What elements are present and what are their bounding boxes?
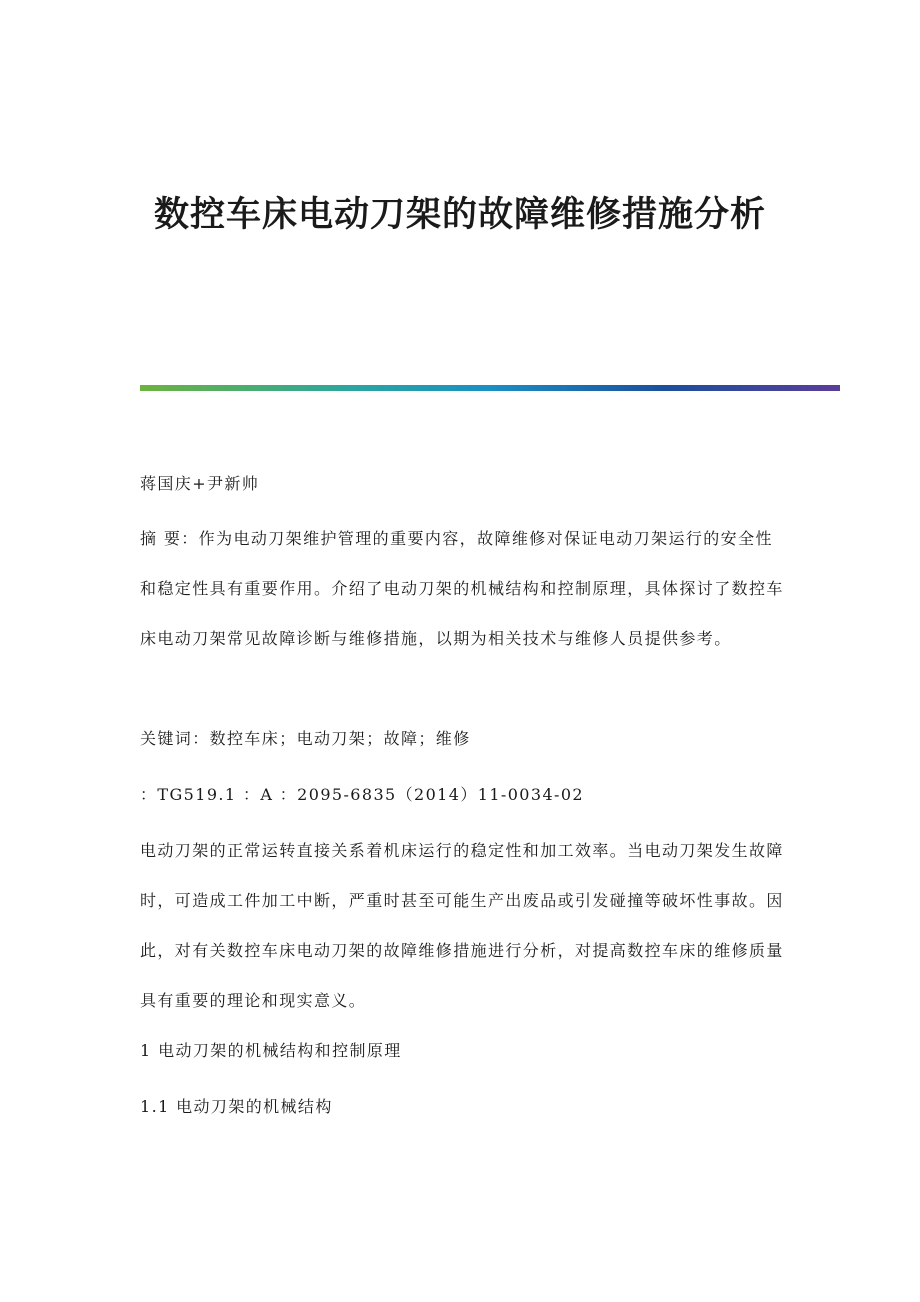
classification-codes: ：TG519.1 ：A ：2095-6835（2014）11-0034-02 (140, 785, 584, 804)
title-divider (140, 385, 840, 391)
abstract-paragraph: 摘 要：作为电动刀架维护管理的重要内容，故障维修对保证电动刀架运行的安全性和稳定性具有重要作用。介绍了电动刀架的机械结构和控制原理，具体探讨了数控车床电动刀架常见故障诊断与维修措施，以期为相关技术与维修人员提供参考。 (140, 529, 784, 648)
section-heading-1-1: 1.1 电动刀架的机械结构 (140, 1097, 333, 1116)
document-title: 数控车床电动刀架的故障维修措施分析 (153, 195, 766, 235)
keywords: 关键词：数控车床；电动刀架；故障；维修 (140, 729, 471, 748)
authors: 蒋国庆+尹新帅 (140, 474, 260, 493)
section-heading-1: 1 电动刀架的机械结构和控制原理 (140, 1041, 402, 1060)
intro-paragraph: 电动刀架的正常运转直接关系着机床运行的稳定性和加工效率。当电动刀架发生故障时，可造成工件加工中断，严重时甚至可能生产出废品或引发碰撞等破坏性事故。因此，对有关数控车床电动刀架的故障维修措施进行分析，对提高数控车床的维修质量具有重要的理论和现实意义。 (140, 841, 784, 1010)
